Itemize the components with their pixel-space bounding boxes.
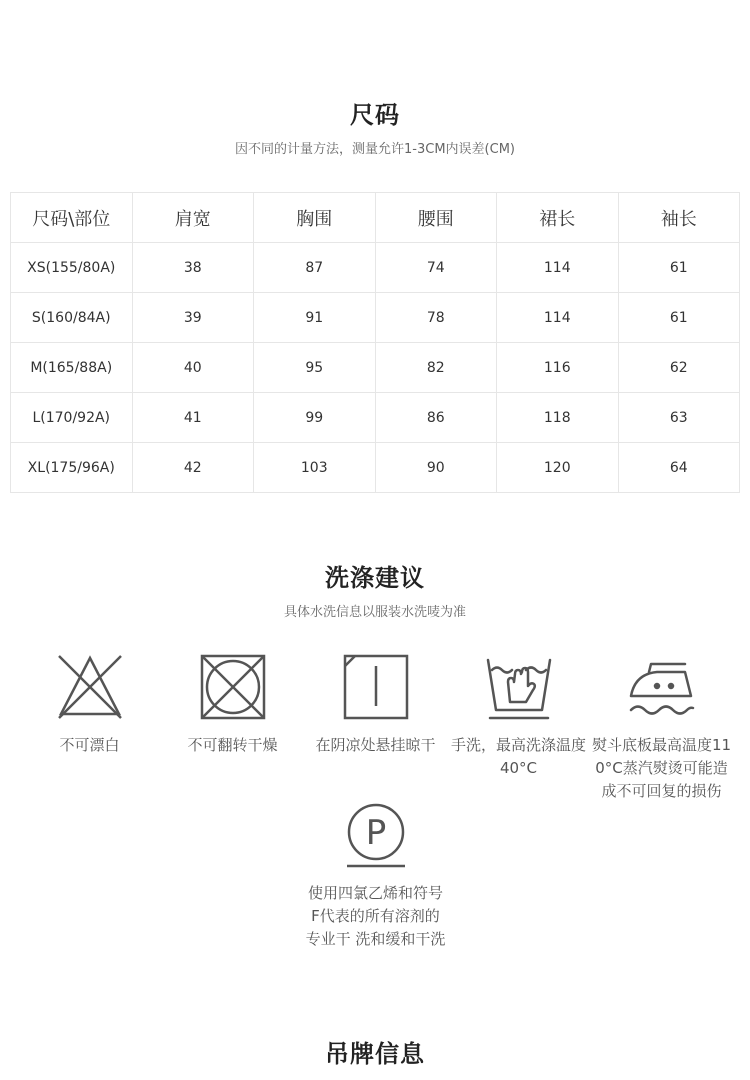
table-cell: 87 bbox=[254, 243, 376, 293]
wash-section-subtitle: 具体水洗信息以服装水洗唛为准 bbox=[283, 605, 466, 620]
table-cell: 64 bbox=[618, 443, 740, 493]
dry-clean-p-icon bbox=[341, 800, 411, 870]
size-section-header bbox=[0, 95, 750, 157]
table-cell: 42 bbox=[132, 443, 254, 493]
header-skirt-length: 裙长 bbox=[497, 193, 619, 243]
table-cell: 82 bbox=[375, 343, 497, 393]
no-bleach-icon bbox=[55, 652, 125, 722]
care-item-no-bleach bbox=[18, 652, 161, 803]
table-cell: 86 bbox=[375, 393, 497, 443]
table-cell: 61 bbox=[618, 293, 740, 343]
table-cell: 63 bbox=[618, 393, 740, 443]
table-cell: 95 bbox=[254, 343, 376, 393]
table-cell: 90 bbox=[375, 443, 497, 493]
table-cell: 103 bbox=[254, 443, 376, 493]
table-row bbox=[11, 443, 740, 493]
table-cell: XS(155/80A) bbox=[11, 243, 133, 293]
header-shoulder: 肩宽 bbox=[132, 193, 254, 243]
care-label: 不可漂白 bbox=[59, 736, 120, 754]
table-cell: S(160/84A) bbox=[11, 293, 133, 343]
table-cell: 91 bbox=[254, 293, 376, 343]
table-cell: 114 bbox=[497, 243, 619, 293]
iron-medium-icon bbox=[627, 652, 697, 722]
care-symbols-row bbox=[18, 800, 733, 951]
header-size-part: 尺码\部位 bbox=[11, 193, 133, 243]
header-waist: 腰围 bbox=[375, 193, 497, 243]
table-cell: 61 bbox=[618, 243, 740, 293]
table-cell: 120 bbox=[497, 443, 619, 493]
table-row bbox=[11, 243, 740, 293]
table-cell: 41 bbox=[132, 393, 254, 443]
table-cell: M(165/88A) bbox=[11, 343, 133, 393]
size-section-title: 尺码 bbox=[350, 101, 400, 129]
care-label: 在阴凉处悬挂晾干 bbox=[315, 736, 436, 754]
line-dry-shade-icon bbox=[341, 652, 411, 722]
care-item-hand-wash bbox=[447, 652, 590, 803]
care-label: 使用四氯乙烯和符号F代表的所有溶剂的专业干 洗和缓和干洗 bbox=[305, 884, 446, 948]
table-cell: L(170/92A) bbox=[11, 393, 133, 443]
care-item-dry-clean-p bbox=[304, 800, 447, 951]
svg-text:P: P bbox=[365, 813, 386, 853]
table-cell: 116 bbox=[497, 343, 619, 393]
table-cell: 39 bbox=[132, 293, 254, 343]
no-tumble-dry-icon bbox=[198, 652, 268, 722]
table-cell: 74 bbox=[375, 243, 497, 293]
size-section-subtitle: 因不同的计量方法，测量允许1-3CM内误差(CM) bbox=[235, 142, 515, 157]
table-cell: 62 bbox=[618, 343, 740, 393]
tag-section-title: 吊牌信息 bbox=[325, 1040, 425, 1068]
table-cell: 118 bbox=[497, 393, 619, 443]
header-chest: 胸围 bbox=[254, 193, 376, 243]
care-label: 熨斗底板最高温度110°C蒸汽熨烫可能造成不可回复的损伤 bbox=[591, 736, 732, 800]
table-row bbox=[11, 293, 740, 343]
care-label: 不可翻转干燥 bbox=[187, 736, 278, 754]
header-sleeve-length: 袖长 bbox=[618, 193, 740, 243]
size-table-header-row bbox=[11, 193, 740, 243]
table-cell: XL(175/96A) bbox=[11, 443, 133, 493]
care-symbols-row bbox=[18, 652, 733, 803]
care-item-line-dry-shade bbox=[304, 652, 447, 803]
table-cell: 114 bbox=[497, 293, 619, 343]
hand-wash-icon bbox=[484, 652, 554, 722]
table-row bbox=[11, 393, 740, 443]
care-label: 手洗，最高洗涤温度40°C bbox=[450, 736, 586, 777]
care-item-no-tumble-dry bbox=[161, 652, 304, 803]
wash-section-header bbox=[0, 558, 750, 620]
table-cell: 99 bbox=[254, 393, 376, 443]
care-item-iron-medium bbox=[590, 652, 733, 803]
wash-section-title: 洗涤建议 bbox=[325, 564, 425, 592]
size-table bbox=[10, 192, 740, 493]
table-row bbox=[11, 343, 740, 393]
table-cell: 40 bbox=[132, 343, 254, 393]
table-cell: 78 bbox=[375, 293, 497, 343]
tag-section-header bbox=[0, 1034, 750, 1069]
table-cell: 38 bbox=[132, 243, 254, 293]
